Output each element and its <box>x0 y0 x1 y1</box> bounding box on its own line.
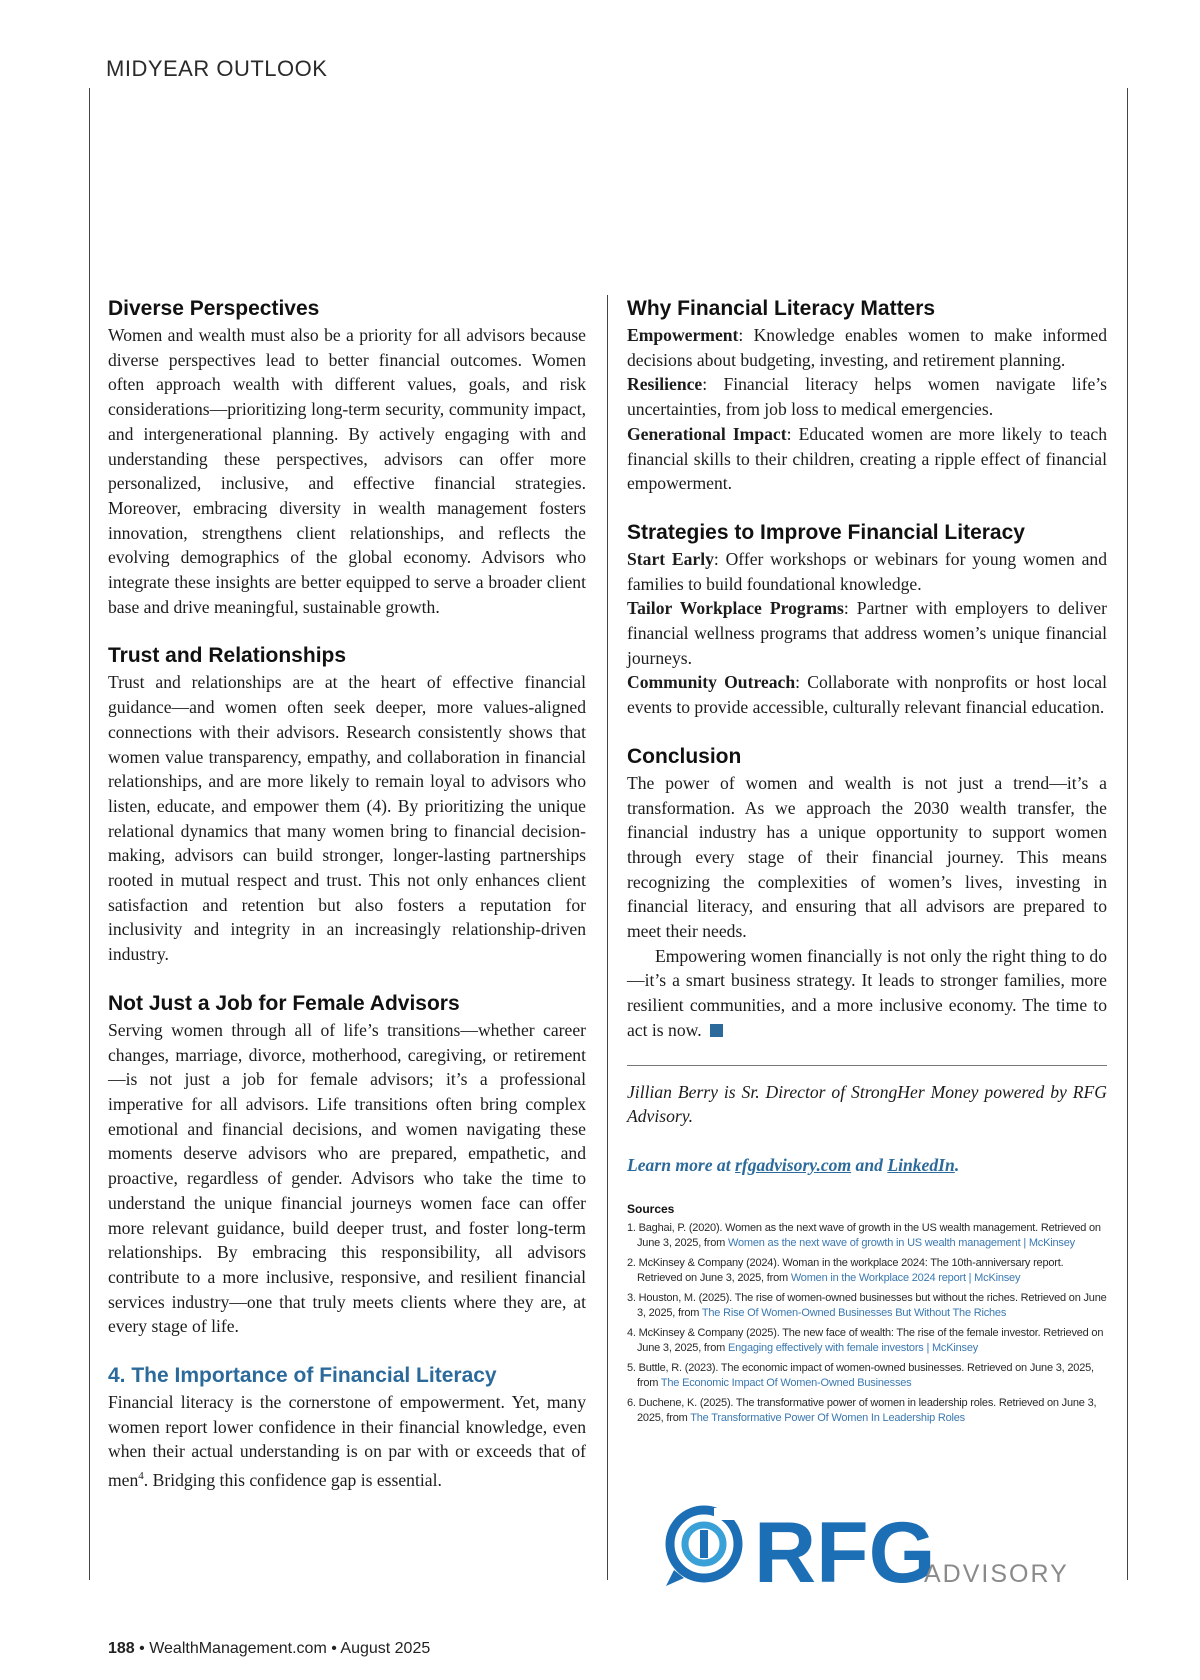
running-head: MIDYEAR OUTLOOK <box>106 56 328 81</box>
diverse-perspectives-heading: Diverse Perspectives <box>108 297 320 320</box>
sources-title: Sources <box>627 1201 675 1216</box>
left-column-rule <box>89 88 90 1580</box>
strategy-item-outreach: Community Outreach: Collaborate with nonprofits or host local events to provide accessible, culturally relevant financial education. <box>627 672 1107 718</box>
conclusion-heading: Conclusion <box>627 744 742 768</box>
diverse-perspectives-body: Women and wealth must also be a priority for all advisors because diverse perspectives lead to better financial outcomes. Women often approach wealth with different values, goals, and risk considerations—prioritizing long-term security, community impact, and intergenerational planning. By actively engaging with and understanding these perspectives, advisors can offer more personalized, inclusive, and effective financial strategies. Moreover, embracing diversity in wealth management fosters innovation, strengthens client relationships, and reflects the evolving demographics of the global economy. Advisors who integrate these insights are better equipped to serve a broader client base and drive meaningful, sustainable growth. <box>108 325 586 617</box>
why-item-generational: Generational Impact: Educated women are more likely to teach financial skills to their children, creating a ripple effect of financial empowerment. <box>627 423 1107 494</box>
source-item: 1. Baghai, P. (2020). Women as the next wave of growth in the US wealth management. Retrieved on June 3, 2025, from Women as the next wave of growth in US wealth management | McKinsey <box>627 1221 1101 1250</box>
why-item-empowerment: Empowerment: Knowledge enables women to make informed decisions about budgeting, investing, and retirement planning. <box>627 325 1107 370</box>
logo-advisory-text: ADVISORY <box>924 1560 1069 1588</box>
page-footer: 188 • WealthManagement.com • August 2025 <box>108 1640 431 1657</box>
source-item: 3. Houston, M. (2025). The rise of women-owned businesses but without the riches. Retrieved on June 3, 2025, from The Rise Of Women-Owned Businesses But Without The Riches <box>627 1291 1107 1320</box>
left-column <box>108 295 586 1493</box>
footer-site: WealthManagement.com <box>149 1640 327 1657</box>
rfgadvisory-link[interactable]: rfgadvisory.com <box>735 1154 852 1175</box>
source-item: 2. McKinsey & Company (2024). Woman in the workplace 2024: The 10th-anniversary report. Retrieved on June 3, 2025, from Women in the Workplace 2024 report | McKinsey <box>627 1256 1064 1285</box>
page-number: 188 <box>108 1640 135 1657</box>
sources-list <box>627 1221 1107 1427</box>
source-link[interactable]: Women as the next wave of growth in US wealth management | McKinsey <box>727 1237 1075 1250</box>
source-link[interactable]: Women in the Workplace 2024 report | McKinsey <box>790 1272 1021 1285</box>
learn-more-line: Learn more at rfgadvisory.com and LinkedIn. <box>627 1154 960 1175</box>
conclusion-paragraph-2: Empowering women financially is not only the right thing to do—it’s a smart business strategy. It leads to stronger families, more resilient communities, and a more inclusive economy. The time to act is now. <box>627 945 1107 1040</box>
linkedin-link[interactable]: LinkedIn <box>887 1154 955 1175</box>
why-literacy-heading: Why Financial Literacy Matters <box>627 297 936 320</box>
footnote-ref: 4 <box>138 1470 144 1483</box>
financial-literacy-heading: 4. The Importance of Financial Literacy <box>108 1364 497 1388</box>
source-link[interactable]: The Rise Of Women-Owned Businesses But Without The Riches <box>701 1307 1007 1320</box>
end-of-article-mark <box>710 1024 723 1037</box>
strategy-item-start-early: Start Early: Offer workshops or webinars for young women and families to build foundational knowledge. <box>627 548 1107 594</box>
source-item: 4. McKinsey & Company (2025). The new face of wealth: The rise of the female investor. Retrieved on June 3, 2025, from Engaging effectively with female investors | McKinsey <box>627 1326 1104 1355</box>
conclusion-paragraph-1: The power of women and wealth is not just a trend—it’s a transformation. As we approach the 2030 wealth transfer, the financial industry has a unique opportunity to support women through every stage of their financial journey. This means recognizing the complexities of women’s lives, investing in financial literacy, and ensuring that all advisors are prepared to meet their needs. <box>627 772 1107 942</box>
right-column-rule <box>1127 88 1128 1580</box>
right-column <box>627 295 1107 1431</box>
rfg-mark-icon <box>666 1508 740 1586</box>
strategies-heading: Strategies to Improve Financial Literacy <box>627 520 1025 544</box>
source-link[interactable]: The Economic Impact Of Women-Owned Businesses <box>660 1377 912 1390</box>
author-bio: Jillian Berry is Sr. Director of StrongHer Money powered by RFG Advisory. <box>627 1081 1107 1127</box>
trust-relationships-heading: Trust and Relationships <box>108 644 347 668</box>
bio-divider <box>627 1065 1107 1066</box>
footer-date: August 2025 <box>340 1640 431 1657</box>
logo-rfg-text: RFG <box>754 1505 936 1590</box>
female-advisors-body: Serving women through all of life’s transitions—whether career changes, marriage, divorce, motherhood, caregiving, or retirement—is not just a job for female advisors; it’s a professional imperative for all advisors. Life transitions often bring complex emotional and financial decisions, and women navigating these moments deserve advisors who are prepared, empathetic, and proactive, regardless of gender. Advisors who take the time to understand the unique financial journeys women face can offer more relevant guidance, build deeper trust, and foster long-term relationships. By embracing this responsibility, all advisors contribute to a more inclusive, responsive, and resilient financial services industry—one that truly meets clients where they are, at every stage of life. <box>108 1019 586 1337</box>
female-advisors-heading: Not Just a Job for Female Advisors <box>108 991 460 1015</box>
center-column-rule <box>607 295 608 1580</box>
source-link[interactable]: The Transformative Power Of Women In Leadership Roles <box>690 1412 965 1425</box>
financial-literacy-body: Financial literacy is the cornerstone of empowerment. Yet, many women report lower confidence in their financial knowledge, even when their actual understanding is on par with or exceeds that of men$^4$. Bridging this confidence gap is essential. <box>108 1392 586 1490</box>
source-item: 6. Duchene, K. (2025). The transformative power of women in leadership roles. Retrieved on June 3, 2025, from The Transformative Power Of Women In Leadership Roles <box>627 1396 1097 1425</box>
rfg-advisory-logo <box>662 1500 1082 1590</box>
trust-relationships-body: Trust and relationships are at the heart of effective financial guidance—and women often seek deeper, more values-aligned connections with their advisors. Research consistently shows that women value transparency, empathy, and collaboration in financial relationships, and are more likely to remain loyal to advisors who listen, educate, and empower them (4). By prioritizing the unique relational dynamics that many women bring to financial decision-making, advisors can build stronger, longer-lasting partnerships rooted in mutual respect and trust. This not only enhances client satisfaction and retention but also fosters a reputation for inclusivity and integrity in an increasingly relationship-driven industry. <box>108 672 586 965</box>
source-link[interactable]: Engaging effectively with female investors | McKinsey <box>727 1342 979 1355</box>
source-item: 5. Buttle, R. (2023). The economic impact of women-owned businesses. Retrieved on June 3, 2025, from The Economic Impact Of Women-Owned Businesses <box>627 1361 1094 1390</box>
why-item-resilience: Resilience: Financial literacy helps women navigate life’s uncertainties, from job loss to medical emergencies. <box>627 374 1107 420</box>
strategy-item-workplace: Tailor Workplace Programs: Partner with employers to deliver financial wellness programs that address women’s unique financial journeys. <box>627 598 1107 668</box>
